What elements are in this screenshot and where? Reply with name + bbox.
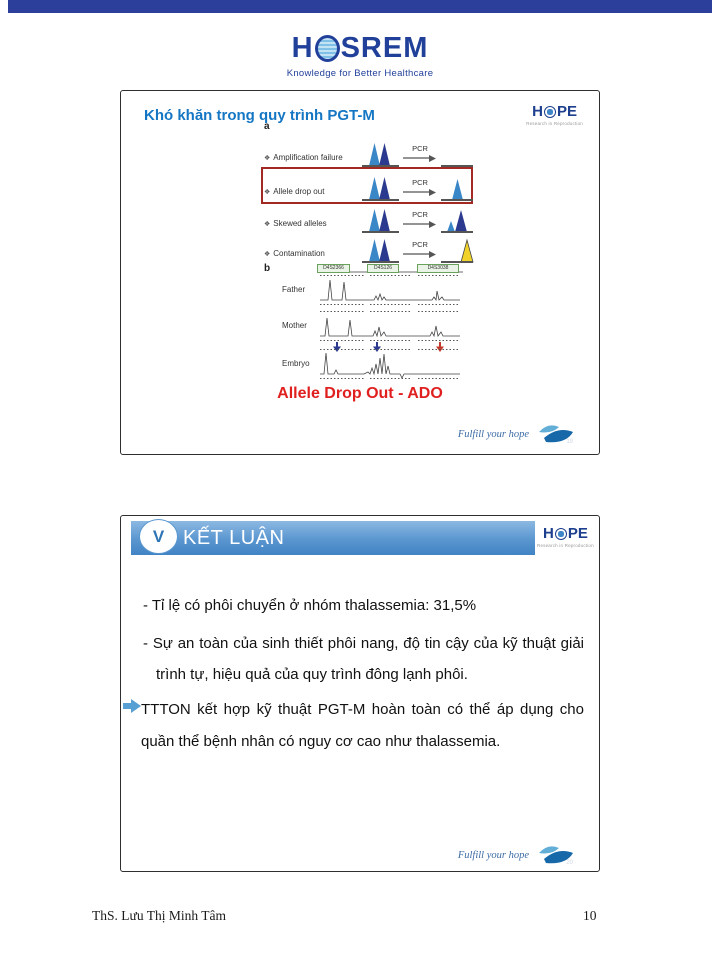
result-skewed-alleles-icon [439,205,475,235]
pcr-arrow-icon [403,154,437,163]
father-electropherogram [318,275,464,307]
figure-row-allele-drop-out [264,171,482,203]
marker-label: D4S126 [367,264,399,273]
hosrem-logo [0,32,720,79]
hosrem-logo-text-right: SREM [340,32,429,64]
result-no-amplification-icon [439,139,475,169]
hope-logo-subtext: Research in Reproduction [537,543,594,548]
diamond-bullet-icon: ❖ [264,155,271,162]
two-allele-peaks-icon [359,235,401,265]
marker-label: D4S3038 [417,264,459,273]
hope-logo-h: H [532,103,543,120]
section-number-badge [139,519,178,554]
conclusion-statement: TTTON kết hợp kỹ thuật PGT-M hoàn toàn có thể áp dụng cho quần thể bệnh nhân có nguy cơ cao như thalassemia. [141,701,584,750]
pcr-label: PCR [412,240,428,249]
two-allele-peaks-icon [359,205,401,235]
trace-label-mother: Mother [282,321,307,330]
fulfill-tagline: Fulfill your hope [457,849,529,861]
hope-globe-icon [544,106,556,118]
fulfill-your-hope [458,842,575,868]
two-allele-peaks-icon [359,139,401,169]
hosrem-tagline: Knowledge for Better Healthcare [286,68,434,79]
slide-conclusion [120,515,600,872]
mother-trace [318,314,464,340]
row-label: Allele drop out [273,187,325,196]
pcr-label: PCR [412,178,428,187]
red-ado-arrow-icon [436,342,444,352]
marker-label: D4S2366 [317,264,350,273]
result-contamination-icon [439,235,475,265]
figure-panel-b-label: b [264,263,271,274]
fulfill-your-hope [458,421,575,447]
embryo-trace [318,352,464,380]
section-number: V [152,526,165,546]
slide-number: 19 [566,439,573,445]
blue-ado-arrow-icon [333,342,341,352]
conclusion-bullet-1: - Tỉ lệ có phôi chuyển ở nhóm thalassemia: 31,5% [143,597,477,614]
pcr-arrow-icon [403,250,437,259]
mother-electropherogram [318,311,464,343]
hope-logo-pe: PE [567,525,588,542]
result-single-allele-icon [439,173,475,203]
figure-row-contamination [264,233,482,265]
pcr-label: PCR [412,210,428,219]
hosrem-logo-text-left: H [291,32,314,64]
slide1-caption-ado: Allele Drop Out - ADO [277,385,443,402]
figure-row-amplification-failure [264,137,482,169]
slide1-title: Khó khăn trong quy trình PGT-M [144,107,375,124]
row-label: Contamination [273,249,325,258]
pcr-arrow-icon [403,220,437,229]
fulfill-tagline: Fulfill your hope [457,428,529,440]
two-allele-peaks-icon [359,173,401,203]
hope-globe-icon [555,528,567,540]
top-accent-bar [8,0,712,13]
diamond-bullet-icon: ❖ [264,251,271,258]
hope-logo [537,525,594,548]
row-label: Amplification failure [273,153,343,162]
slide-number: 20 [566,860,573,866]
father-trace [318,278,464,304]
trace-label-embryo: Embryo [282,359,310,368]
footer-page-number: 10 [583,908,597,923]
footer-author: ThS. Lưu Thị Minh Tâm [92,908,226,923]
figure-row-skewed-alleles [264,203,482,235]
hope-logo-h: H [542,525,554,542]
pcr-arrow-icon [403,188,437,197]
embryo-electropherogram [318,349,464,381]
diamond-bullet-icon: ❖ [264,189,271,196]
row-label: Skewed alleles [273,219,327,228]
pcr-label: PCR [412,144,428,153]
hosrem-globe-icon [315,35,340,62]
hope-logo [526,103,583,126]
blue-ado-arrow-icon [373,342,381,352]
blue-right-arrow-icon [123,699,141,713]
conclusion-bullet-2: - Sự an toàn của sinh thiết phôi nang, độ tin cậy của kỹ thuật giải trình tự, hiệu quả của quy trình đông lạnh phôi. [143,635,584,683]
hope-logo-pe: PE [556,103,577,120]
diamond-bullet-icon: ❖ [264,221,271,228]
trace-label-father: Father [282,285,306,294]
slide-pgt-m-difficulties [120,90,600,455]
slide2-title: KẾT LUẬN [183,527,285,549]
figure-panel-a-label: a [264,121,270,132]
hope-logo-subtext: Research in Reproduction [526,121,583,126]
